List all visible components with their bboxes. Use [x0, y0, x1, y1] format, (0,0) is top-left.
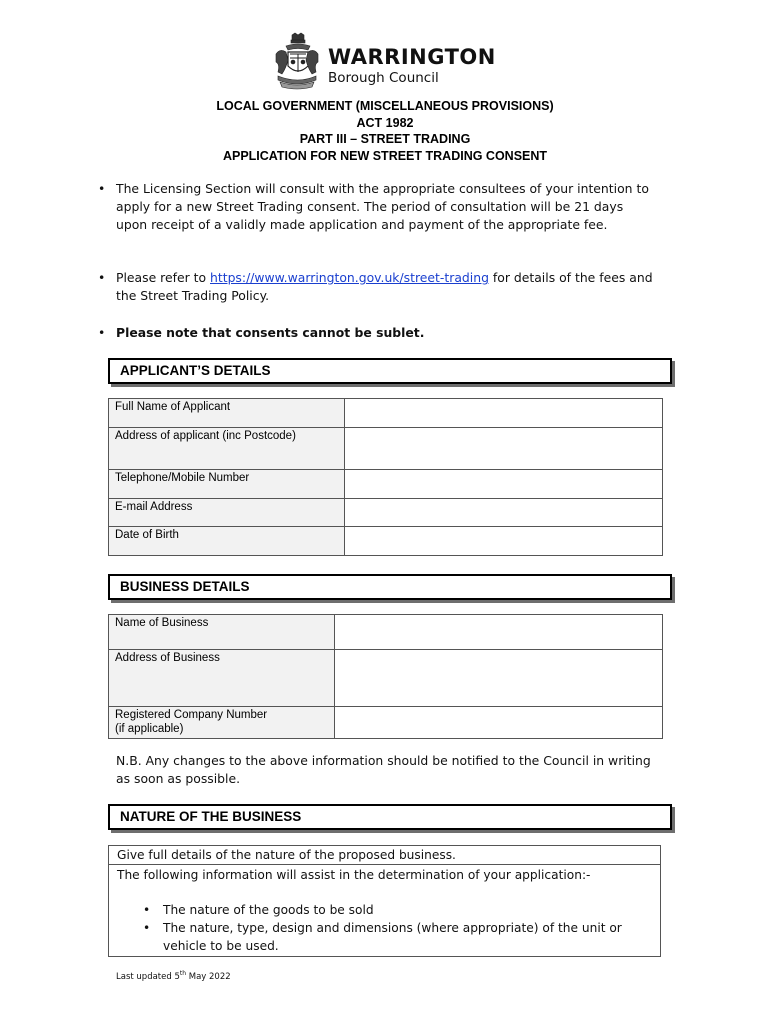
table-row	[109, 650, 663, 707]
changes-note: N.B. Any changes to the above information should be notified to the Council in writing as soon as possible.	[116, 753, 651, 787]
bullet-icon: •	[98, 270, 106, 285]
company-number-field[interactable]	[334, 707, 662, 739]
nature-details-box[interactable]	[108, 845, 661, 957]
bullet-icon: •	[98, 181, 106, 196]
last-updated-footer	[116, 970, 231, 982]
table-row	[109, 527, 663, 556]
nature-guidance-list	[117, 901, 652, 955]
telephone-field[interactable]	[344, 470, 662, 499]
field-label-line: (if applicable)	[115, 722, 184, 735]
bullet-text: Please note that consents cannot be sublet.	[116, 325, 425, 340]
council-logo	[272, 32, 496, 92]
bullet-text: The Licensing Section will consult with the appropriate consultees of your intention to apply for a new Street Trading consent. The period of consultation will be 21 days upon receipt of a validly made application and payment of the appropriate fee.	[116, 181, 649, 233]
intro-bullet-fees	[98, 269, 658, 305]
table-row	[109, 470, 663, 499]
org-subtitle: Borough Council	[328, 70, 439, 86]
business-details-table	[108, 614, 663, 739]
business-address-field[interactable]	[334, 650, 662, 707]
bullet-text	[116, 269, 658, 305]
applicant-details-table	[108, 398, 663, 556]
list-item-text: The nature of the goods to be sold	[163, 903, 374, 917]
title-line: APPLICATION FOR NEW STREET TRADING CONSENT	[222, 148, 548, 163]
coat-of-arms-icon	[272, 32, 322, 92]
bullet-icon: •	[98, 325, 106, 340]
table-row	[109, 707, 663, 739]
full-name-field[interactable]	[344, 399, 662, 428]
field-label: Date of Birth	[109, 527, 345, 556]
bullet-prefix: Please refer to	[116, 270, 210, 285]
title-line: LOCAL GOVERNMENT (MISCELLANEOUS PROVISIONS)	[216, 99, 554, 113]
business-name-field[interactable]	[334, 615, 662, 650]
intro-bullet-sublet	[98, 324, 658, 342]
date-of-birth-field[interactable]	[344, 527, 662, 556]
field-label: Full Name of Applicant	[109, 399, 345, 428]
business-details-heading: BUSINESS DETAILS	[108, 574, 672, 600]
field-label: Name of Business	[109, 615, 335, 650]
applicant-details-heading: APPLICANT’S DETAILS	[108, 358, 672, 384]
footer-sup: th	[179, 970, 187, 977]
nature-instruction: Give full details of the nature of the proposed business.	[109, 846, 660, 865]
nature-guidance	[109, 865, 660, 956]
table-row	[109, 499, 663, 527]
address-field[interactable]	[344, 428, 662, 470]
nature-guidance-text: The following information will assist in the determination of your application:-	[117, 868, 591, 882]
list-item	[143, 919, 652, 955]
list-item	[143, 901, 652, 919]
field-label: E-mail Address	[109, 499, 345, 527]
table-row	[109, 399, 663, 428]
email-field[interactable]	[344, 499, 662, 527]
org-name: WARRINGTON	[328, 45, 496, 69]
street-trading-link[interactable]: https://www.warrington.gov.uk/street-trading	[210, 270, 489, 285]
field-label: Address of Business	[109, 650, 335, 707]
nature-of-business-heading: NATURE OF THE BUSINESS	[108, 804, 672, 830]
table-row	[109, 615, 663, 650]
table-row	[109, 428, 663, 470]
field-label-line: Registered Company Number	[115, 709, 268, 721]
title-line: ACT 1982	[356, 115, 414, 130]
footer-suffix: May 2022	[186, 971, 231, 982]
list-item-text: The nature, type, design and dimensions (where appropriate) of the unit or vehicle to be used.	[163, 921, 622, 953]
document-title	[0, 98, 770, 164]
field-label	[109, 707, 335, 739]
field-label: Telephone/Mobile Number	[109, 470, 345, 499]
footer-prefix: Last updated 5	[116, 971, 180, 982]
bullet-suffix: for details of the fees and the Street Trading Policy.	[116, 270, 653, 304]
bullet-icon: •	[143, 903, 151, 917]
intro-bullet-consultation	[98, 180, 658, 235]
title-line: PART III – STREET TRADING	[299, 132, 471, 146]
bullet-icon: •	[143, 921, 151, 935]
field-label: Address of applicant (inc Postcode)	[109, 428, 345, 470]
